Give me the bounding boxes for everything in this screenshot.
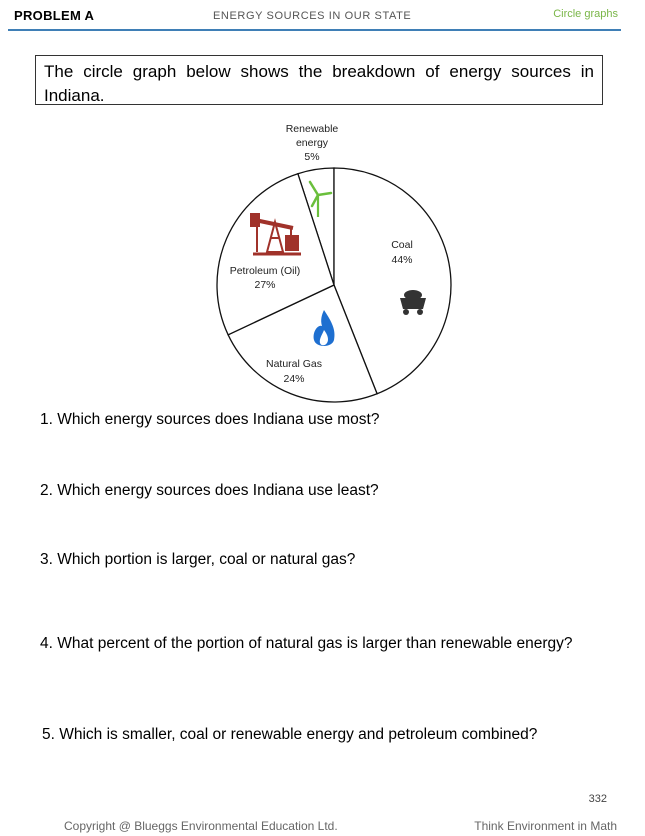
svg-text:Petroleum (Oil): Petroleum (Oil) <box>229 265 301 277</box>
svg-text:energy: energy <box>295 137 329 149</box>
copyright-text: Copyright @ Blueggs Environmental Education Ltd. <box>64 819 338 833</box>
question-3: 3. Which portion is larger, coal or natural gas? <box>40 551 356 568</box>
question-2: 2. Which energy sources does Indiana use least? <box>40 482 379 499</box>
slice-label-renewable <box>286 123 339 163</box>
pie-chart <box>0 0 645 410</box>
worksheet-topic: ENERGY SOURCES IN OUR STATE <box>213 10 412 22</box>
svg-text:5%: 5% <box>304 151 320 163</box>
series-title: Think Environment in Math <box>474 819 617 833</box>
section-label: Circle graphs <box>553 8 618 20</box>
question-4: 4. What percent of the portion of natural gas is larger than renewable energy? <box>40 635 573 652</box>
svg-text:27%: 27% <box>254 279 276 291</box>
svg-text:Coal: Coal <box>391 239 413 251</box>
question-1: 1. Which energy sources does Indiana use most? <box>40 411 380 428</box>
svg-text:24%: 24% <box>283 373 305 385</box>
question-5: 5. Which is smaller, coal or renewable energy and petroleum combined? <box>42 726 538 743</box>
svg-text:44%: 44% <box>391 254 413 266</box>
pie-slices <box>217 168 451 402</box>
problem-label: PROBLEM A <box>14 8 95 23</box>
page-number: 332 <box>588 793 607 805</box>
svg-text:Renewable: Renewable <box>285 123 339 135</box>
intro-box: The circle graph below shows the breakdown of energy sources in Indiana. <box>35 55 603 105</box>
svg-text:Natural Gas: Natural Gas <box>265 358 323 370</box>
